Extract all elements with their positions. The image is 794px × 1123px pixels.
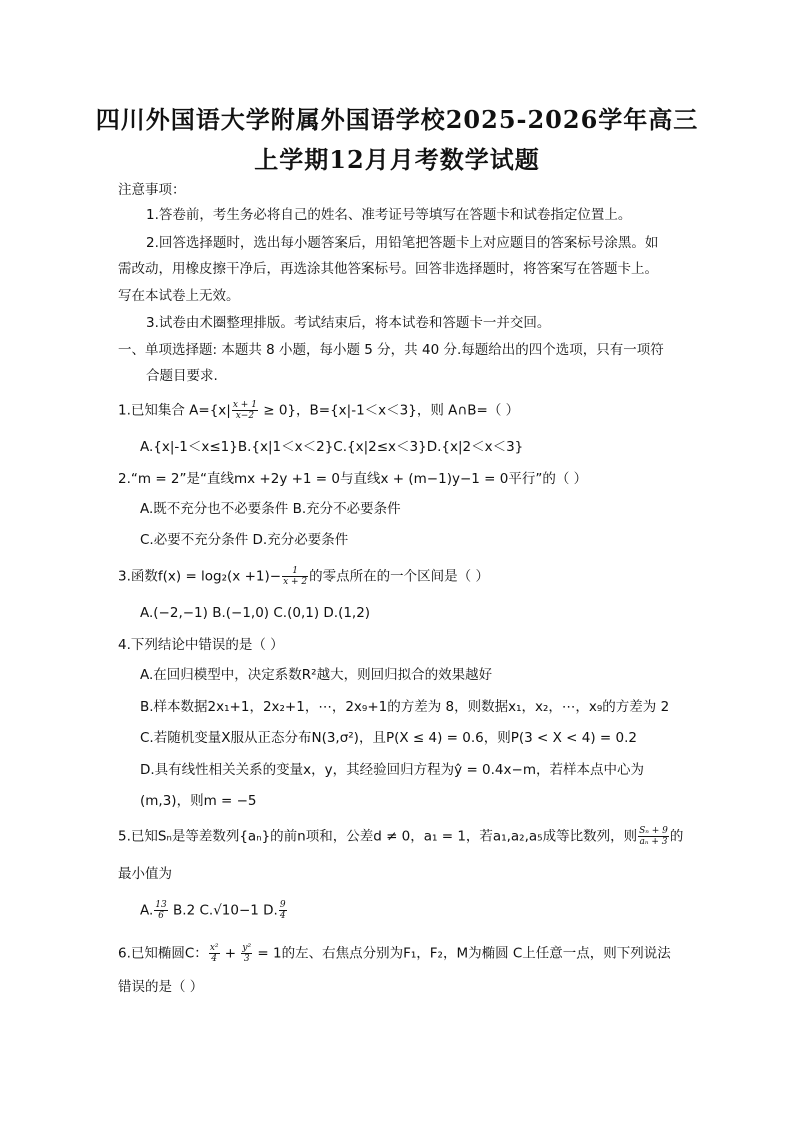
q3-fraction: [282, 566, 308, 587]
q3-options: A.(−2,−1) B.(−1,0) C.(0,1) D.(1,2): [140, 605, 371, 621]
q5-stem-post: 的: [669, 828, 684, 845]
q2-options-ab: A.既不充分也不必要条件 B.充分不必要条件: [140, 501, 401, 517]
q5-opt-d-den: 4: [279, 911, 286, 921]
q4-option-c: C.若随机变量X服从正态分布N(3,σ²)，且P(X ≤ 4) = 0.6，则P(3 < X < 4) = 0.2: [140, 730, 637, 746]
q4-option-d: D.具有线性相关关系的变量x，y，其经验回归方程为ŷ = 0.4x−m，若样本点中心为: [140, 762, 644, 778]
q6-f2-den: 3: [243, 954, 250, 964]
q1-frac-num: x + 1: [232, 400, 257, 410]
question-4: 4.下列结论中错误的是（ ）: [118, 637, 284, 653]
section-heading: 一、单项选择题: 本题共 8 小题，每小题 5 分，共 40 分.每题给出的四个选项，只有一项符: [118, 342, 664, 358]
question-2: 2.“m = 2”是“直线mx +2y +1 = 0与直线x + (m−1)y−1 = 0平行”的（ ）: [118, 471, 588, 487]
q5-stem-pre: 5.已知Sₙ是等差数列{aₙ}的前n项和，公差d ≠ 0，a₁ = 1，若a₁,a₂,a₅成等比数列，则: [118, 828, 638, 845]
notice-item-2-end: 写在本试卷上无效。: [118, 288, 240, 304]
q1-stem-post: ≥ 0}，B={x|-1＜x＜3}，则 A∩B=（ ）: [258, 402, 520, 419]
q6-plus: +: [220, 945, 241, 962]
q1-options: A.{x|-1＜x≤1}B.{x|1＜x＜2}C.{x|2≤x＜3}D.{x|2＜x＜3}: [140, 439, 524, 455]
q6-stem-post: = 1的左、右焦点分别为F₁，F₂，M为椭圆 C上任意一点，则下列说法: [253, 945, 671, 962]
notice-item-3: 3.试卷由术圈整理排版。考试结束后，将本试卷和答题卡一并交回。: [146, 315, 551, 331]
q1-fraction: [232, 400, 258, 421]
q6-fraction-y: [241, 943, 252, 964]
q4-option-b: B.样本数据2x₁+1，2x₂+1，⋯，2x₉+1的方差为 8，则数据x₁，x₂，⋯，x₉的方差为 2: [140, 699, 670, 715]
question-1: [118, 400, 519, 421]
q5-opt-a-num: 13: [155, 900, 167, 910]
notice-heading: 注意事项：: [118, 182, 186, 198]
q5-opt-a-label: A.: [140, 902, 154, 919]
q5-fraction: [638, 826, 669, 847]
question-5: [118, 826, 683, 847]
q5-opt-bcd: B.2 C.√10−1 D.: [168, 902, 278, 919]
section-heading-cont: 合题目要求.: [146, 368, 218, 384]
exam-title-line1: 四川外国语大学附属外国语学校2025-2026学年高三: [95, 105, 699, 134]
q1-stem-pre: 1.已知集合 A={x|: [118, 402, 231, 419]
q5-frac-den: aₙ + 3: [639, 837, 668, 847]
q4-option-a: A.在回归模型中，决定系数R²越大，则回归拟合的效果越好: [140, 667, 493, 683]
q5-frac-num: Sₙ + 9: [639, 826, 668, 836]
q6-stem-pre: 6.已知椭圆C：: [118, 945, 208, 962]
q6-f1-num: x²: [209, 943, 219, 953]
q5-stem-cont: 最小值为: [118, 866, 172, 882]
notice-item-2-cont: 需改动，用橡皮擦干净后，再选涂其他答案标号。回答非选择题时，将答案写在答题卡上。: [118, 261, 658, 277]
question-3: [118, 566, 489, 587]
q4-option-d-cont: (m,3)，则m = −5: [140, 793, 257, 809]
q5-opt-d-num: 9: [279, 900, 286, 910]
q2-options-cd: C.必要不充分条件 D.充分必要条件: [140, 532, 349, 548]
notice-item-2: 2.回答选择题时，选出每小题答案后，用铅笔把答题卡上对应题目的答案标号涂黑。如: [146, 235, 659, 251]
q6-stem-cont: 错误的是（ ）: [118, 979, 204, 995]
q5-opt-a-fraction: [154, 900, 167, 921]
q3-frac-num: 1: [282, 566, 308, 577]
q6-f1-den: 4: [211, 954, 218, 964]
exam-title-line2: 上学期12月月考数学试题: [254, 145, 540, 174]
q3-stem-post: 的零点所在的一个区间是（ ）: [309, 568, 489, 585]
q5-opt-a-den: 6: [158, 911, 164, 921]
q6-f2-num: y²: [242, 943, 252, 953]
q5-options: [140, 900, 288, 921]
question-6: [118, 943, 671, 964]
q5-opt-d-fraction: [279, 900, 287, 921]
q3-frac-den: x + 2: [283, 577, 308, 587]
q6-fraction-x: [209, 943, 220, 964]
notice-item-1: 1.答卷前，考生务必将自己的姓名、准考证号等填写在答题卡和试卷指定位置上。: [146, 207, 632, 223]
q1-frac-den: x−2: [235, 411, 255, 421]
q3-stem-pre: 3.函数f(x) = log₂(x +1)−: [118, 568, 282, 585]
